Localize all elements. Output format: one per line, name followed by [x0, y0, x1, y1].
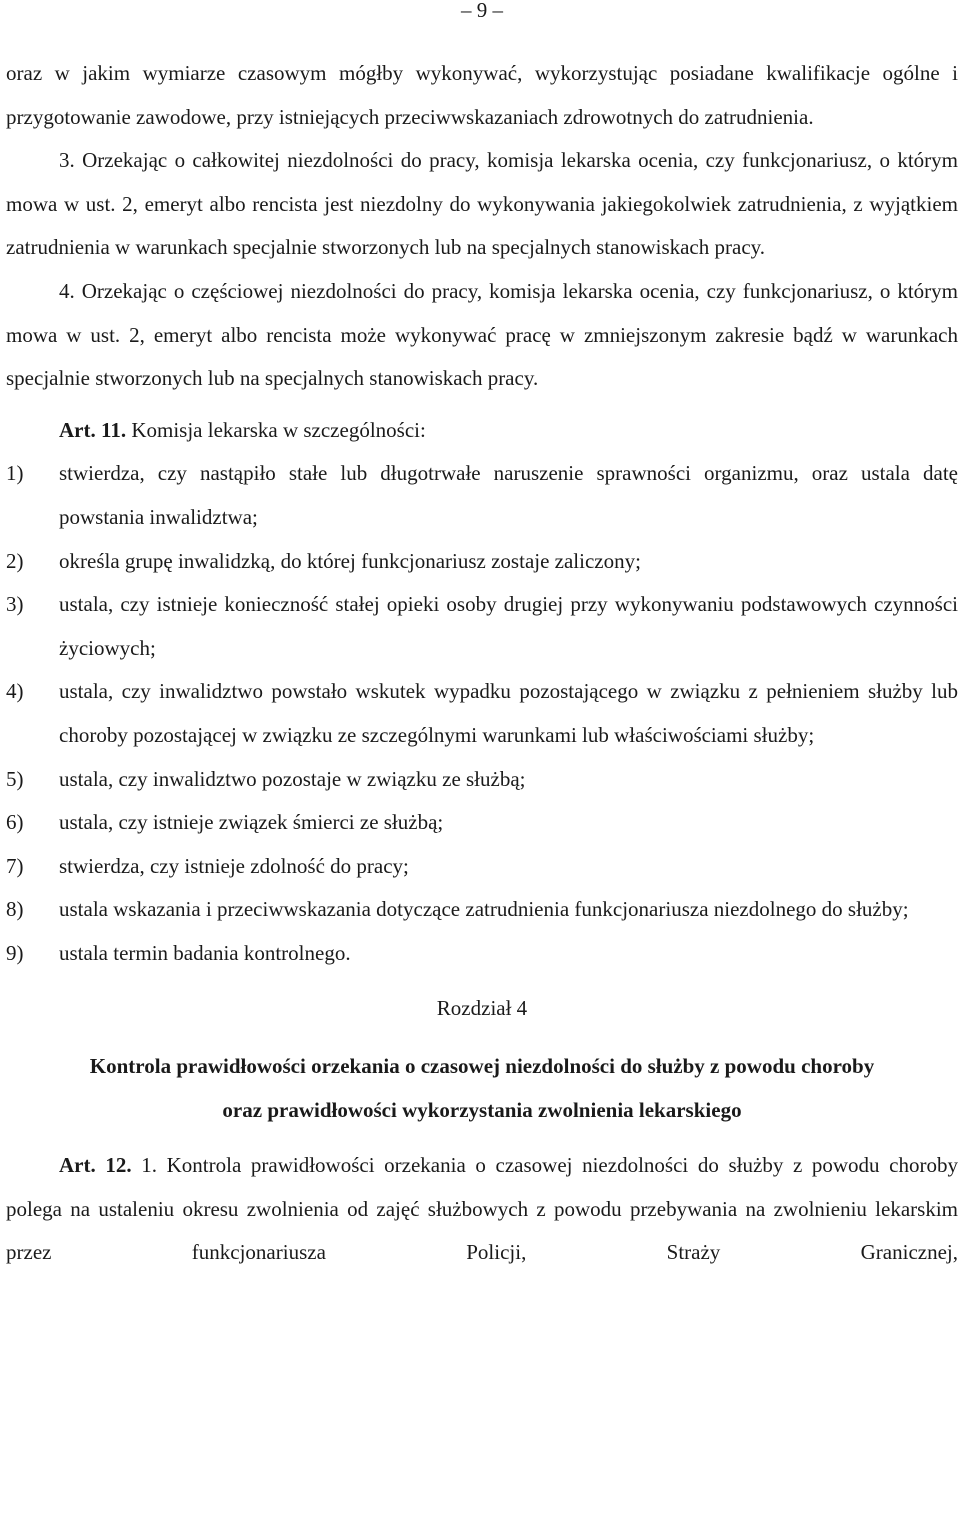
article-12-paragraph [6, 1144, 958, 1275]
chapter-title: Rozdział 4 [436, 996, 528, 1021]
list-item-text: ustala wskazania i przeciwwskazania dotyczące zatrudnienia funkcjonariusza niezdolnego do służby; [59, 897, 909, 922]
paragraph-3: 3. Orzekając o całkowitej niezdolności do pracy, komisja lekarska ocenia, czy funkcjonariusz, o którym mowa w ust. 2, emeryt albo rencista jest niezdolny do wykonywania jakiegokolwiek zatrudnienia, z wyjątkiem zatrudnienia w warunkach specjalnie stworzonych lub na specjalnych stanowiskach pracy. [6, 148, 958, 260]
paragraph-intro: oraz w jakim wymiarze czasowym mógłby wykonywać, wykorzystując posiadane kwalifikacje ogólne i przygotowanie zawodowe, przy istniejących przeciwwskazaniach zdrowotnych do zatrudnienia. [6, 61, 958, 129]
list-item-number: 8) [6, 897, 24, 922]
list-item-number: 7) [6, 853, 24, 878]
list-item-text: ustala, czy inwalidztwo pozostaje w związku ze służbą; [59, 766, 526, 791]
article-11-intro-text: Komisja lekarska w szczególności: [126, 417, 426, 442]
list-item [6, 452, 958, 539]
list-item [6, 758, 958, 802]
list-item-text: stwierdza, czy nastąpiło stałe lub długotrwałe naruszenie sprawności organizmu, oraz ustala datę powstania inwalidztwa; [59, 461, 958, 529]
list-item [6, 540, 958, 584]
article-12-label: Art. 12. [59, 1153, 132, 1178]
article-11-intro [6, 409, 958, 453]
list-item-text: ustala, czy istnieje konieczność stałej opieki osoby drugiej przy wykonywaniu podstawowych czynności życiowych; [59, 592, 958, 660]
article-11-list [6, 452, 958, 975]
list-item [6, 801, 958, 845]
list-item-number: 1) [6, 461, 24, 486]
list-item [6, 845, 958, 889]
list-item [6, 583, 958, 670]
document-page [6, 0, 958, 1275]
list-item-number: 4) [6, 679, 24, 704]
chapter-heading-line-1: Kontrola prawidłowości orzekania o czasowej niezdolności do służby z powodu choroby [89, 1054, 875, 1079]
list-item-text: ustala termin badania kontrolnego. [59, 940, 351, 965]
list-item-text: ustala, czy istnieje związek śmierci ze służbą; [59, 810, 444, 835]
chapter-heading [6, 1045, 958, 1132]
list-item-number: 6) [6, 810, 24, 835]
article-12-text: 1. Kontrola prawidłowości orzekania o czasowej niezdolności do służby z powodu choroby polega na ustaleniu okresu zwolnienia od zajęć służbowych z powodu przebywania na zwolnieniu lekarskim przez funkcjonariusza Policji, Straży Granicznej, [6, 1153, 958, 1265]
list-item-number: 2) [6, 548, 24, 573]
list-item-text: ustala, czy inwalidztwo powstało wskutek wypadku pozostającego w związku z pełnieniem służby lub choroby pozostającej w związku ze szczególnymi warunkami lub właściwościami służby; [59, 679, 958, 747]
list-item-text: stwierdza, czy istnieje zdolność do pracy; [59, 853, 409, 878]
list-item-number: 5) [6, 766, 24, 791]
list-item [6, 670, 958, 757]
list-item-text: określa grupę inwalidzką, do której funkcjonariusz zostaje zaliczony; [59, 548, 641, 573]
list-item [6, 932, 958, 976]
page-number: – 9 – [461, 0, 503, 22]
list-item-number: 3) [6, 592, 24, 617]
paragraph-4: 4. Orzekając o częściowej niezdolności do pracy, komisja lekarska ocenia, czy funkcjonariusz, o którym mowa w ust. 2, emeryt albo rencista może wykonywać pracę w zmniejszonym zakresie bądź w warunkach specjalnie stworzonych lub na specjalnych stanowiskach pracy. [6, 278, 958, 391]
chapter-heading-line-2: oraz prawidłowości wykorzystania zwolnienia lekarskiego [222, 1097, 742, 1122]
article-11-label: Art. 11. [59, 417, 127, 442]
list-item [6, 888, 958, 932]
list-item-number: 9) [6, 940, 24, 965]
